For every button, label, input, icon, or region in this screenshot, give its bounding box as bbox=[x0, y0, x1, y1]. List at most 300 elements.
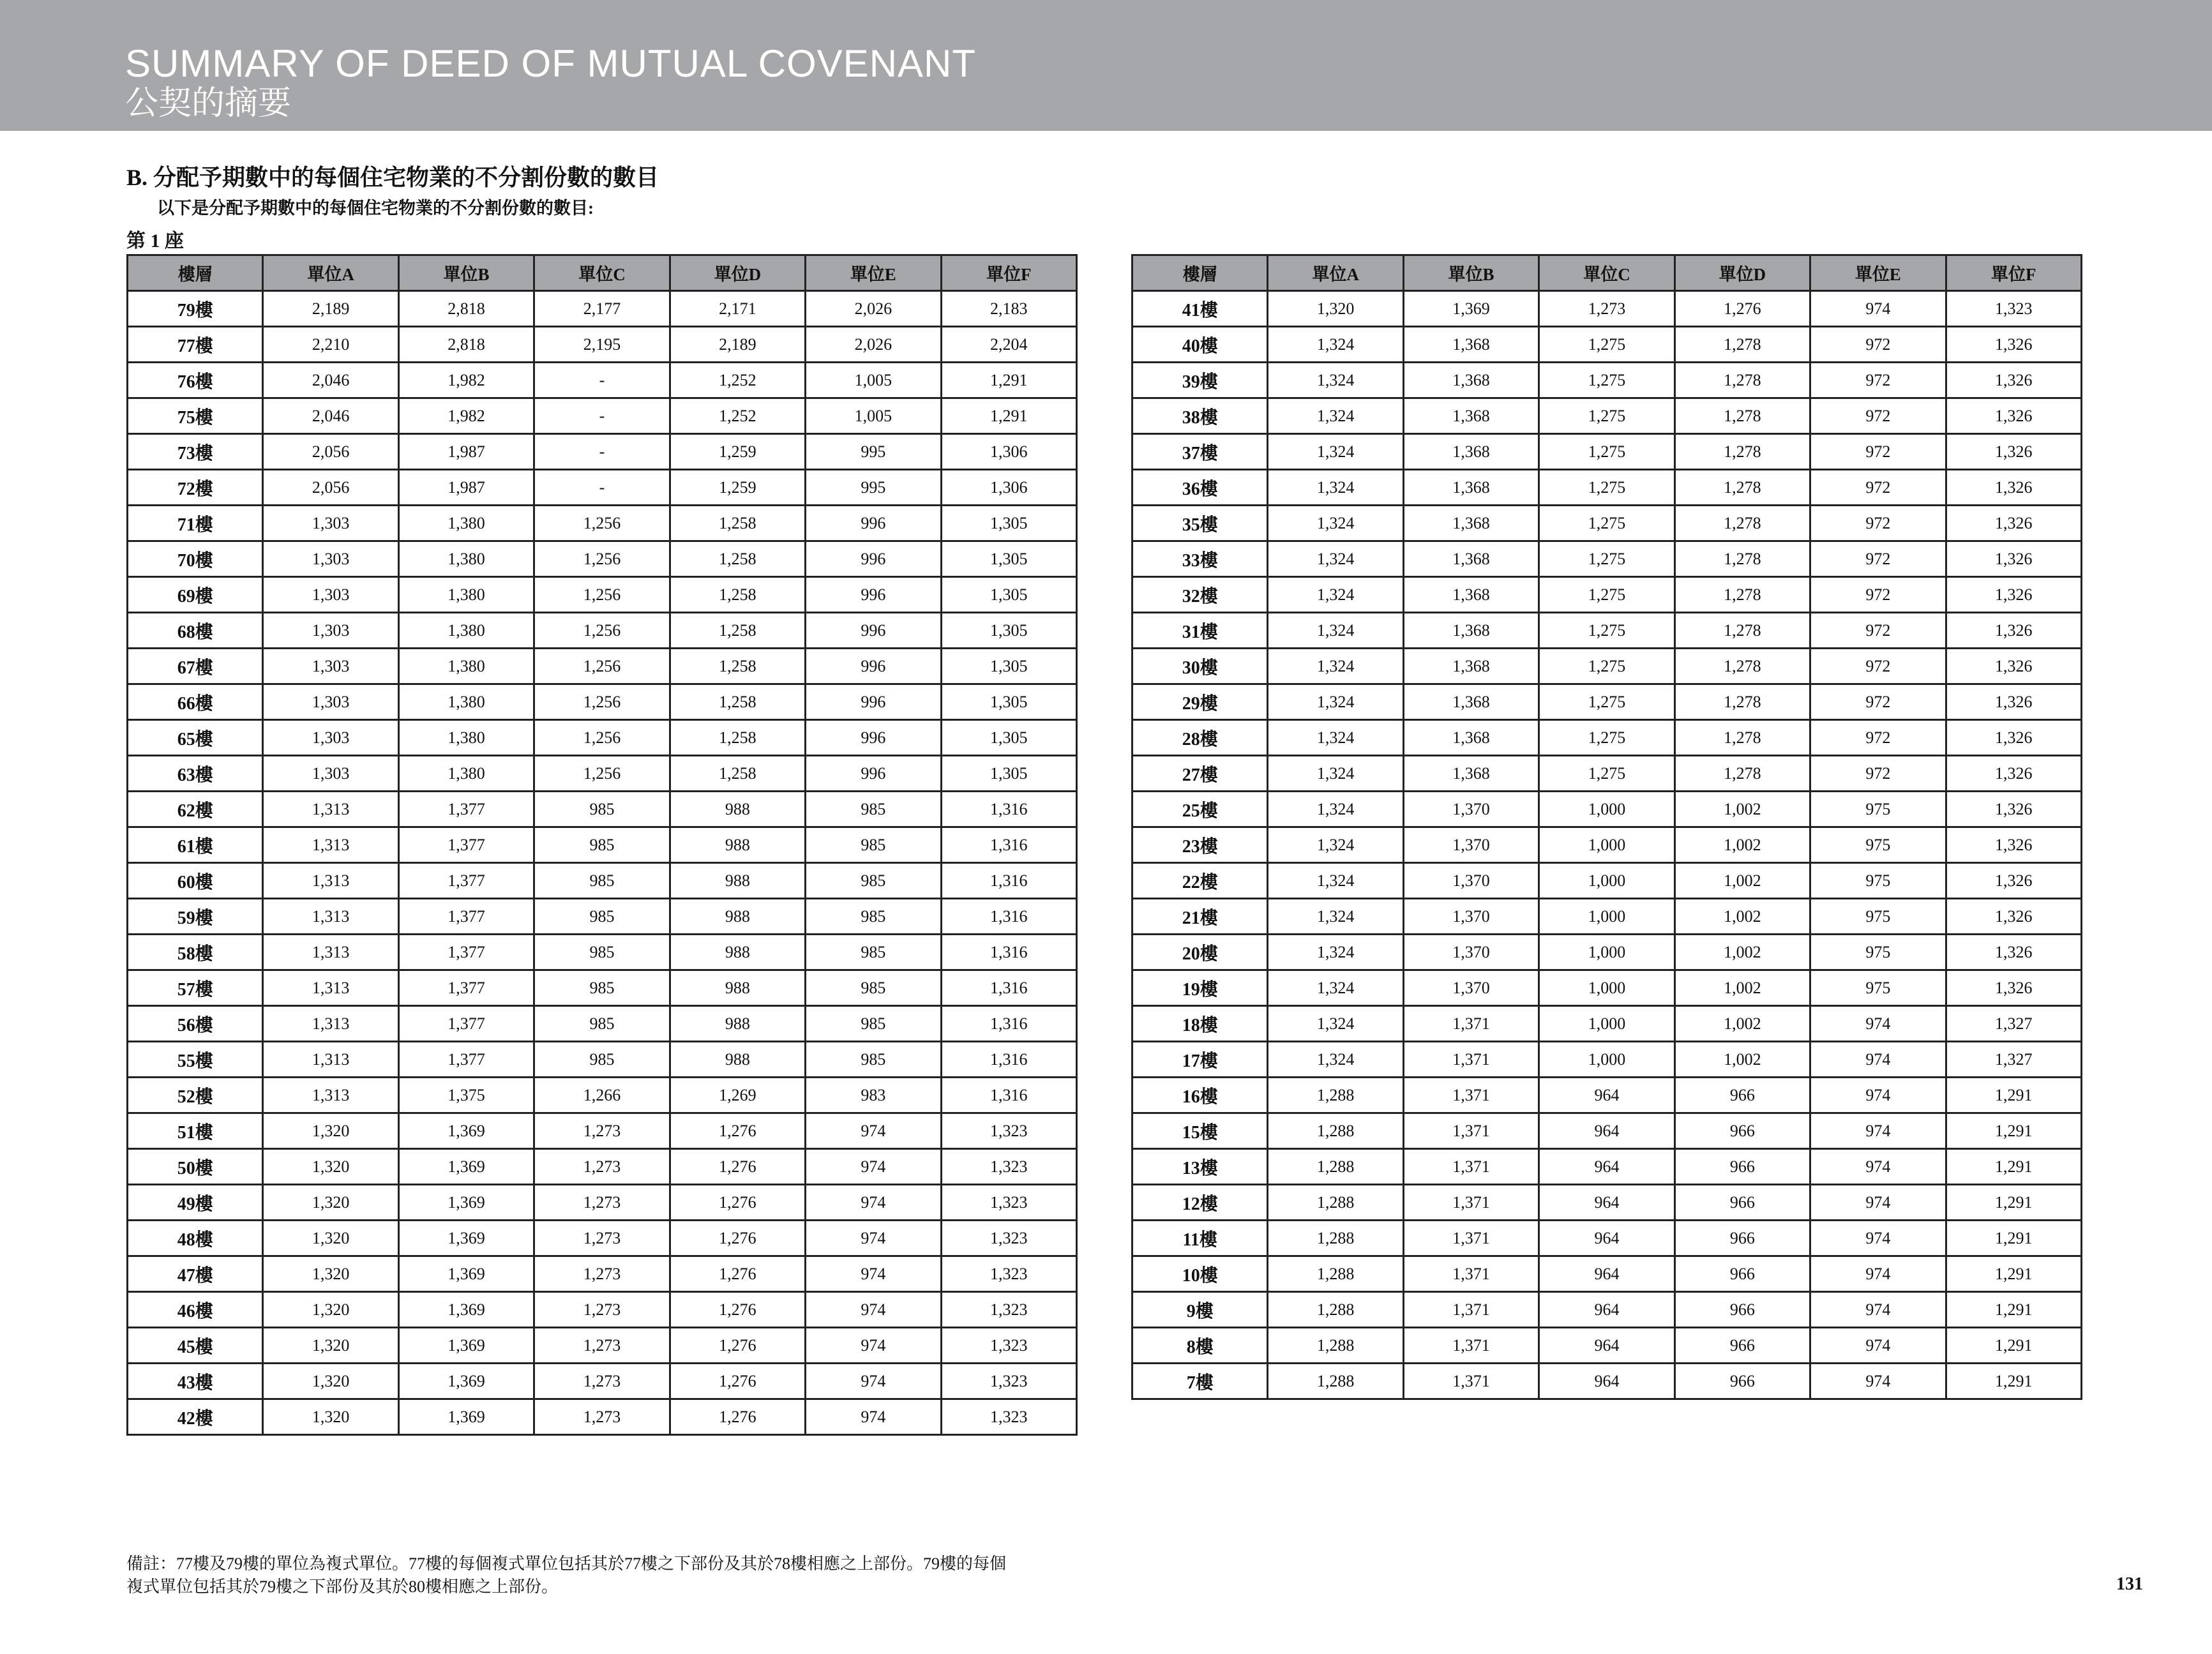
share-cell: 1,313 bbox=[263, 935, 398, 970]
share-cell: 1,275 bbox=[1539, 756, 1674, 792]
column-header-unit: 單位C bbox=[534, 255, 670, 291]
share-cell: 1,326 bbox=[1946, 649, 2081, 684]
share-cell: 1,316 bbox=[941, 1078, 1076, 1113]
share-cell: 1,259 bbox=[670, 434, 805, 470]
share-cell: 1,000 bbox=[1539, 863, 1674, 899]
share-cell: 1,320 bbox=[1268, 291, 1403, 327]
share-cell: 1,326 bbox=[1946, 398, 2081, 434]
share-cell: 972 bbox=[1810, 434, 1946, 470]
table-row bbox=[1132, 1006, 2082, 1042]
share-cell: 1,273 bbox=[534, 1149, 670, 1185]
share-cell: 1,252 bbox=[670, 363, 805, 398]
share-cell: 1,273 bbox=[534, 1185, 670, 1221]
floor-cell: 65樓 bbox=[128, 720, 263, 756]
share-cell: 1,324 bbox=[1268, 1042, 1403, 1078]
share-cell: 1,380 bbox=[398, 684, 534, 720]
share-cell: 1,370 bbox=[1403, 970, 1539, 1006]
share-cell: 1,275 bbox=[1539, 541, 1674, 577]
column-header-unit: 單位E bbox=[1810, 255, 1946, 291]
share-cell: 1,369 bbox=[398, 1221, 534, 1256]
share-cell: 1,316 bbox=[941, 827, 1076, 863]
column-header-unit: 單位E bbox=[806, 255, 941, 291]
column-header-floor: 樓層 bbox=[128, 255, 263, 291]
share-cell: 1,305 bbox=[941, 649, 1076, 684]
share-cell: 1,002 bbox=[1674, 827, 1810, 863]
share-cell: 1,377 bbox=[398, 1042, 534, 1078]
floor-cell: 42樓 bbox=[128, 1399, 263, 1435]
share-cell: 972 bbox=[1810, 577, 1946, 613]
share-cell: 972 bbox=[1810, 327, 1946, 363]
floor-cell: 30樓 bbox=[1132, 649, 1268, 684]
share-cell: 966 bbox=[1674, 1149, 1810, 1185]
table-row bbox=[1132, 1149, 2082, 1185]
share-cell: 1,324 bbox=[1268, 434, 1403, 470]
share-cell: 1,380 bbox=[398, 649, 534, 684]
share-cell: 1,256 bbox=[534, 541, 670, 577]
floor-cell: 36樓 bbox=[1132, 470, 1268, 506]
share-cell: 1,313 bbox=[263, 827, 398, 863]
share-cell: 988 bbox=[670, 792, 805, 827]
table-row bbox=[128, 506, 1077, 541]
share-cell: 2,195 bbox=[534, 327, 670, 363]
share-cell: 1,275 bbox=[1539, 649, 1674, 684]
share-cell: 1,982 bbox=[398, 398, 534, 434]
share-cell: 1,369 bbox=[398, 1113, 534, 1149]
share-cell: 972 bbox=[1810, 613, 1946, 649]
share-cell: 1,368 bbox=[1403, 327, 1539, 363]
floor-cell: 39樓 bbox=[1132, 363, 1268, 398]
share-cell: 1,258 bbox=[670, 506, 805, 541]
shares-table-right bbox=[1131, 254, 2082, 1400]
share-cell: 1,326 bbox=[1946, 863, 2081, 899]
table-row bbox=[1132, 613, 2082, 649]
share-cell: 1,005 bbox=[806, 398, 941, 434]
share-cell: 974 bbox=[1810, 1078, 1946, 1113]
share-cell: 1,375 bbox=[398, 1078, 534, 1113]
share-cell: 1,291 bbox=[1946, 1149, 2081, 1185]
share-cell: 1,316 bbox=[941, 1042, 1076, 1078]
share-cell: 1,276 bbox=[670, 1221, 805, 1256]
table-row bbox=[1132, 827, 2082, 863]
column-header-unit: 單位D bbox=[1674, 255, 1810, 291]
share-cell: 1,256 bbox=[534, 684, 670, 720]
share-cell: 1,324 bbox=[1268, 720, 1403, 756]
share-cell: 1,275 bbox=[1539, 684, 1674, 720]
share-cell: 974 bbox=[1810, 1149, 1946, 1185]
floor-cell: 47樓 bbox=[128, 1256, 263, 1292]
share-cell: 988 bbox=[670, 899, 805, 935]
floor-cell: 38樓 bbox=[1132, 398, 1268, 434]
share-cell: 1,316 bbox=[941, 863, 1076, 899]
share-cell: 1,323 bbox=[941, 1256, 1076, 1292]
share-cell: 1,313 bbox=[263, 899, 398, 935]
column-header-unit: 單位B bbox=[1403, 255, 1539, 291]
share-cell: 1,324 bbox=[1268, 1006, 1403, 1042]
share-cell: 1,326 bbox=[1946, 363, 2081, 398]
share-cell: 1,278 bbox=[1674, 577, 1810, 613]
floor-cell: 60樓 bbox=[128, 863, 263, 899]
share-cell: 1,002 bbox=[1674, 863, 1810, 899]
share-cell: 1,368 bbox=[1403, 506, 1539, 541]
share-cell: 1,371 bbox=[1403, 1149, 1539, 1185]
column-header-unit: 單位A bbox=[1268, 255, 1403, 291]
share-cell: 974 bbox=[806, 1256, 941, 1292]
share-cell: 985 bbox=[806, 970, 941, 1006]
share-cell: 1,288 bbox=[1268, 1364, 1403, 1399]
share-cell: 1,326 bbox=[1946, 756, 2081, 792]
share-cell: 1,291 bbox=[1946, 1292, 2081, 1328]
table-row bbox=[1132, 792, 2082, 827]
share-cell: 1,278 bbox=[1674, 541, 1810, 577]
share-cell: 1,326 bbox=[1946, 935, 2081, 970]
table-row bbox=[128, 649, 1077, 684]
share-cell: 1,305 bbox=[941, 720, 1076, 756]
table-row bbox=[128, 541, 1077, 577]
share-cell: 1,291 bbox=[1946, 1185, 2081, 1221]
table-row bbox=[1132, 1221, 2082, 1256]
share-cell: 966 bbox=[1674, 1185, 1810, 1221]
section-subtitle: 以下是分配予期數中的每個住宅物業的不分割份數的數目: bbox=[157, 199, 594, 218]
table-row bbox=[128, 756, 1077, 792]
table-row bbox=[1132, 541, 2082, 577]
table-row bbox=[1132, 684, 2082, 720]
share-cell: 1,275 bbox=[1539, 470, 1674, 506]
floor-cell: 66樓 bbox=[128, 684, 263, 720]
share-cell: 2,183 bbox=[941, 291, 1076, 327]
share-cell: 974 bbox=[806, 1221, 941, 1256]
share-cell: 1,320 bbox=[263, 1256, 398, 1292]
share-cell: 1,278 bbox=[1674, 327, 1810, 363]
share-cell: 1,258 bbox=[670, 649, 805, 684]
floor-cell: 28樓 bbox=[1132, 720, 1268, 756]
share-cell: 2,210 bbox=[263, 327, 398, 363]
share-cell: 1,377 bbox=[398, 1006, 534, 1042]
share-cell: 1,258 bbox=[670, 720, 805, 756]
share-cell: 1,324 bbox=[1268, 363, 1403, 398]
share-cell: 1,273 bbox=[534, 1256, 670, 1292]
floor-cell: 22樓 bbox=[1132, 863, 1268, 899]
page-title-zh: 公契的摘要 bbox=[125, 84, 292, 123]
share-cell: 974 bbox=[806, 1292, 941, 1328]
share-cell: 1,000 bbox=[1539, 792, 1674, 827]
column-header-floor: 樓層 bbox=[1132, 255, 1268, 291]
share-cell: 1,256 bbox=[534, 649, 670, 684]
share-cell: 988 bbox=[670, 827, 805, 863]
share-cell: 975 bbox=[1810, 970, 1946, 1006]
table-row bbox=[128, 827, 1077, 863]
share-cell: 1,371 bbox=[1403, 1221, 1539, 1256]
table-row bbox=[1132, 756, 2082, 792]
floor-cell: 51樓 bbox=[128, 1113, 263, 1149]
share-cell: 988 bbox=[670, 863, 805, 899]
table-row bbox=[128, 1399, 1077, 1435]
share-cell: 1,326 bbox=[1946, 899, 2081, 935]
share-cell: 1,288 bbox=[1268, 1328, 1403, 1364]
share-cell: 975 bbox=[1810, 827, 1946, 863]
share-cell: 1,258 bbox=[670, 684, 805, 720]
share-cell: 1,324 bbox=[1268, 541, 1403, 577]
table-row bbox=[128, 363, 1077, 398]
share-cell: 996 bbox=[806, 577, 941, 613]
share-cell: 1,323 bbox=[941, 1328, 1076, 1364]
share-cell: 985 bbox=[534, 863, 670, 899]
share-cell: 995 bbox=[806, 470, 941, 506]
share-cell: 964 bbox=[1539, 1149, 1674, 1185]
share-cell: 1,256 bbox=[534, 720, 670, 756]
share-cell: 1,278 bbox=[1674, 363, 1810, 398]
share-cell: 1,324 bbox=[1268, 506, 1403, 541]
share-cell: 1,288 bbox=[1268, 1078, 1403, 1113]
share-cell: 1,002 bbox=[1674, 1006, 1810, 1042]
floor-cell: 72樓 bbox=[128, 470, 263, 506]
share-cell: 1,371 bbox=[1403, 1006, 1539, 1042]
share-cell: 1,275 bbox=[1539, 434, 1674, 470]
share-cell: 1,987 bbox=[398, 470, 534, 506]
share-cell: 1,258 bbox=[670, 613, 805, 649]
table-row bbox=[1132, 363, 2082, 398]
share-cell: 1,273 bbox=[534, 1221, 670, 1256]
table-row bbox=[1132, 1078, 2082, 1113]
floor-cell: 52樓 bbox=[128, 1078, 263, 1113]
share-cell: 1,258 bbox=[670, 577, 805, 613]
share-cell: 1,324 bbox=[1268, 899, 1403, 935]
share-cell: 1,275 bbox=[1539, 720, 1674, 756]
share-cell: 1,324 bbox=[1268, 577, 1403, 613]
share-cell: 985 bbox=[534, 792, 670, 827]
share-cell: 972 bbox=[1810, 649, 1946, 684]
share-cell: 1,278 bbox=[1674, 398, 1810, 434]
share-cell: 996 bbox=[806, 613, 941, 649]
share-cell: 1,256 bbox=[534, 506, 670, 541]
share-cell: 1,326 bbox=[1946, 470, 2081, 506]
share-cell: 974 bbox=[1810, 1042, 1946, 1078]
share-cell: 1,323 bbox=[941, 1149, 1076, 1185]
table-row bbox=[128, 1149, 1077, 1185]
block-label: 第 1 座 bbox=[126, 230, 184, 252]
share-cell: 1,982 bbox=[398, 363, 534, 398]
share-cell: 1,000 bbox=[1539, 1006, 1674, 1042]
table-row bbox=[128, 1221, 1077, 1256]
share-cell: 985 bbox=[806, 1042, 941, 1078]
floor-cell: 27樓 bbox=[1132, 756, 1268, 792]
share-cell: 2,026 bbox=[806, 327, 941, 363]
share-cell: 964 bbox=[1539, 1328, 1674, 1364]
share-cell: 1,323 bbox=[941, 1185, 1076, 1221]
share-cell: 985 bbox=[534, 935, 670, 970]
share-cell: 1,275 bbox=[1539, 363, 1674, 398]
column-header-unit: 單位B bbox=[398, 255, 534, 291]
share-cell: 966 bbox=[1674, 1328, 1810, 1364]
share-cell: 1,324 bbox=[1268, 756, 1403, 792]
share-cell: 1,002 bbox=[1674, 935, 1810, 970]
share-cell: 1,273 bbox=[534, 1113, 670, 1149]
share-cell: 1,278 bbox=[1674, 506, 1810, 541]
share-cell: 964 bbox=[1539, 1221, 1674, 1256]
share-cell: 1,313 bbox=[263, 1078, 398, 1113]
share-cell: 1,320 bbox=[263, 1221, 398, 1256]
share-cell: 1,313 bbox=[263, 792, 398, 827]
share-cell: 1,000 bbox=[1539, 827, 1674, 863]
share-cell: 964 bbox=[1539, 1292, 1674, 1328]
share-cell: 1,323 bbox=[941, 1113, 1076, 1149]
share-cell: 1,326 bbox=[1946, 720, 2081, 756]
share-cell: 1,371 bbox=[1403, 1328, 1539, 1364]
share-cell: 995 bbox=[806, 434, 941, 470]
table-row bbox=[128, 434, 1077, 470]
share-cell: 1,278 bbox=[1674, 470, 1810, 506]
share-cell: 988 bbox=[670, 1006, 805, 1042]
share-cell: 966 bbox=[1674, 1221, 1810, 1256]
floor-cell: 73樓 bbox=[128, 434, 263, 470]
share-cell: 985 bbox=[806, 827, 941, 863]
share-cell: 1,278 bbox=[1674, 684, 1810, 720]
share-cell: 1,368 bbox=[1403, 684, 1539, 720]
share-cell: 1,303 bbox=[263, 577, 398, 613]
table-row bbox=[1132, 506, 2082, 541]
floor-cell: 37樓 bbox=[1132, 434, 1268, 470]
share-cell: 996 bbox=[806, 756, 941, 792]
share-cell: 1,370 bbox=[1403, 827, 1539, 863]
share-cell: 985 bbox=[534, 827, 670, 863]
share-cell: 1,320 bbox=[263, 1113, 398, 1149]
share-cell: 2,818 bbox=[398, 327, 534, 363]
share-cell: 1,323 bbox=[1946, 291, 2081, 327]
floor-cell: 62樓 bbox=[128, 792, 263, 827]
share-cell: 974 bbox=[806, 1328, 941, 1364]
share-cell: 1,327 bbox=[1946, 1006, 2081, 1042]
share-cell: 964 bbox=[1539, 1185, 1674, 1221]
share-cell: - bbox=[534, 363, 670, 398]
share-cell: 988 bbox=[670, 1042, 805, 1078]
table-row bbox=[128, 1185, 1077, 1221]
floor-cell: 16樓 bbox=[1132, 1078, 1268, 1113]
share-cell: 988 bbox=[670, 935, 805, 970]
share-cell: 1,291 bbox=[941, 398, 1076, 434]
table-row bbox=[128, 1328, 1077, 1364]
share-cell: 1,368 bbox=[1403, 613, 1539, 649]
share-cell: 2,818 bbox=[398, 291, 534, 327]
share-cell: 1,368 bbox=[1403, 720, 1539, 756]
share-cell: 1,273 bbox=[534, 1399, 670, 1435]
share-cell: 1,305 bbox=[941, 613, 1076, 649]
share-cell: 2,046 bbox=[263, 398, 398, 434]
share-cell: 985 bbox=[534, 1006, 670, 1042]
share-cell: 1,305 bbox=[941, 577, 1076, 613]
share-cell: 1,275 bbox=[1539, 577, 1674, 613]
share-cell: 1,000 bbox=[1539, 935, 1674, 970]
share-cell: 1,380 bbox=[398, 577, 534, 613]
share-cell: 1,368 bbox=[1403, 398, 1539, 434]
share-cell: 985 bbox=[534, 1042, 670, 1078]
share-cell: 1,371 bbox=[1403, 1113, 1539, 1149]
floor-cell: 71樓 bbox=[128, 506, 263, 541]
share-cell: 1,324 bbox=[1268, 970, 1403, 1006]
floor-cell: 56樓 bbox=[128, 1006, 263, 1042]
floor-cell: 76樓 bbox=[128, 363, 263, 398]
table-row bbox=[1132, 1185, 2082, 1221]
share-cell: 1,326 bbox=[1946, 541, 2081, 577]
share-cell: 2,171 bbox=[670, 291, 805, 327]
share-cell: 1,380 bbox=[398, 613, 534, 649]
share-cell: 1,369 bbox=[398, 1328, 534, 1364]
share-cell: 1,370 bbox=[1403, 899, 1539, 935]
page-title-en: SUMMARY OF DEED OF MUTUAL COVENANT bbox=[125, 42, 977, 85]
floor-cell: 32樓 bbox=[1132, 577, 1268, 613]
share-cell: 964 bbox=[1539, 1113, 1674, 1149]
share-cell: 1,326 bbox=[1946, 577, 2081, 613]
share-cell: 1,278 bbox=[1674, 756, 1810, 792]
share-cell: 1,320 bbox=[263, 1149, 398, 1185]
share-cell: 966 bbox=[1674, 1292, 1810, 1328]
floor-cell: 7樓 bbox=[1132, 1364, 1268, 1399]
share-cell: 1,002 bbox=[1674, 792, 1810, 827]
share-cell: 964 bbox=[1539, 1078, 1674, 1113]
share-cell: 975 bbox=[1810, 792, 1946, 827]
share-cell: 972 bbox=[1810, 684, 1946, 720]
share-cell: 1,323 bbox=[941, 1364, 1076, 1399]
share-cell: 974 bbox=[1810, 1113, 1946, 1149]
share-cell: 1,380 bbox=[398, 756, 534, 792]
table-row bbox=[1132, 935, 2082, 970]
floor-cell: 75樓 bbox=[128, 398, 263, 434]
floor-cell: 13樓 bbox=[1132, 1149, 1268, 1185]
table-row bbox=[128, 863, 1077, 899]
floor-cell: 70樓 bbox=[128, 541, 263, 577]
share-cell: 974 bbox=[806, 1185, 941, 1221]
share-cell: 1,324 bbox=[1268, 327, 1403, 363]
share-cell: 1,288 bbox=[1268, 1185, 1403, 1221]
share-cell: - bbox=[534, 398, 670, 434]
share-cell: 1,303 bbox=[263, 506, 398, 541]
floor-cell: 43樓 bbox=[128, 1364, 263, 1399]
share-cell: 1,288 bbox=[1268, 1149, 1403, 1185]
share-cell: 1,371 bbox=[1403, 1078, 1539, 1113]
share-cell: 1,324 bbox=[1268, 827, 1403, 863]
floor-cell: 21樓 bbox=[1132, 899, 1268, 935]
share-cell: 1,323 bbox=[941, 1221, 1076, 1256]
table-row bbox=[128, 1256, 1077, 1292]
column-header-unit: 單位A bbox=[263, 255, 398, 291]
share-cell: 1,324 bbox=[1268, 649, 1403, 684]
share-cell: 1,320 bbox=[263, 1292, 398, 1328]
table-row bbox=[128, 684, 1077, 720]
share-cell: 1,273 bbox=[534, 1292, 670, 1328]
table-row bbox=[128, 291, 1077, 327]
share-cell: 1,369 bbox=[398, 1399, 534, 1435]
share-cell: 1,278 bbox=[1674, 613, 1810, 649]
share-cell: 1,326 bbox=[1946, 792, 2081, 827]
share-cell: 1,276 bbox=[670, 1185, 805, 1221]
share-cell: 974 bbox=[1810, 1256, 1946, 1292]
floor-cell: 63樓 bbox=[128, 756, 263, 792]
table-row bbox=[128, 613, 1077, 649]
share-cell: 1,288 bbox=[1268, 1113, 1403, 1149]
share-cell: 2,026 bbox=[806, 291, 941, 327]
share-cell: 974 bbox=[1810, 1006, 1946, 1042]
table-row bbox=[128, 935, 1077, 970]
share-cell: 1,368 bbox=[1403, 470, 1539, 506]
share-cell: 1,324 bbox=[1268, 613, 1403, 649]
share-cell: 1,002 bbox=[1674, 970, 1810, 1006]
share-cell: 983 bbox=[806, 1078, 941, 1113]
table-row bbox=[1132, 720, 2082, 756]
table-row bbox=[1132, 970, 2082, 1006]
share-cell: 985 bbox=[806, 792, 941, 827]
floor-cell: 61樓 bbox=[128, 827, 263, 863]
share-cell: 1,000 bbox=[1539, 1042, 1674, 1078]
share-cell: 2,177 bbox=[534, 291, 670, 327]
share-cell: 1,369 bbox=[398, 1364, 534, 1399]
